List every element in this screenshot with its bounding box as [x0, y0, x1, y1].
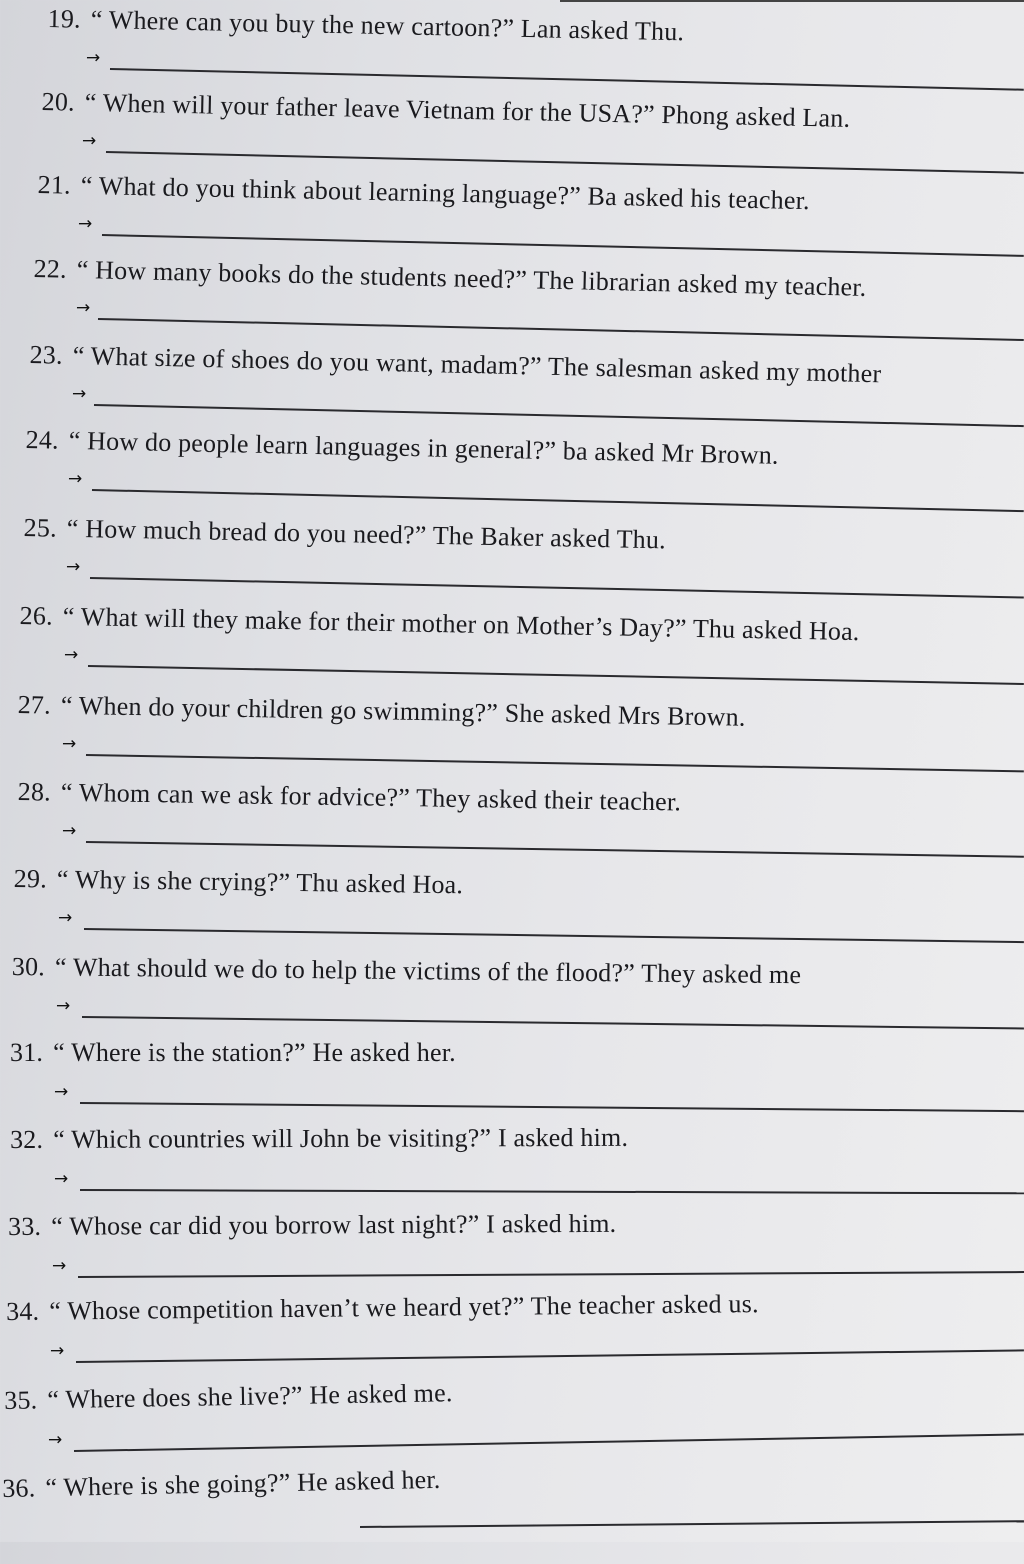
question-number: 29.: [13, 864, 48, 894]
question-sentence: “ Whom can we ask for advice?” They asked their teacher.: [60, 777, 682, 817]
answer-line[interactable]: [84, 928, 1024, 943]
question-number: 35.: [4, 1385, 38, 1415]
question-sentence: “ Whose car did you borrow last night?” I asked him.: [51, 1208, 617, 1241]
question-sentence: “ How do people learn languages in general?” ba asked Mr Brown.: [68, 425, 779, 470]
question-number: 20.: [41, 87, 76, 117]
question-item-24: [0, 425, 1024, 515]
question-text: [19, 601, 859, 647]
question-number: 32.: [10, 1124, 44, 1154]
question-item-34: [0, 1289, 1024, 1387]
arrow-icon: →: [58, 908, 73, 928]
arrow-icon: →: [52, 1256, 67, 1276]
question-sentence: “ What do you think about learning language?” Ba asked his teacher.: [80, 170, 811, 216]
question-text: [33, 254, 866, 303]
question-sentence: “ When do your children go swimming?” She asked Mrs Brown.: [60, 690, 746, 732]
question-item-36: [0, 1464, 1024, 1564]
question-text: [17, 690, 745, 733]
answer-line[interactable]: [94, 404, 1024, 427]
question-text: [41, 87, 850, 134]
question-number: 23.: [29, 340, 64, 370]
question-text: [14, 864, 464, 900]
answer-line[interactable]: [90, 577, 1024, 598]
arrow-icon: →: [76, 298, 91, 318]
question-number: 33.: [8, 1211, 42, 1241]
answer-line[interactable]: [78, 1271, 1024, 1277]
question-item-33: [0, 1208, 1024, 1302]
question-sentence: “ Where can you buy the new cartoon?” Lan asked Thu.: [90, 4, 685, 47]
question-item-22: [0, 254, 1024, 344]
question-text: [37, 170, 810, 216]
answer-line[interactable]: [80, 1102, 1024, 1112]
question-item-35: [0, 1378, 1024, 1476]
arrow-icon: →: [78, 214, 93, 234]
arrow-icon: →: [54, 1169, 69, 1189]
question-text: [10, 1123, 628, 1155]
question-item-20: [0, 87, 1024, 177]
question-sentence: “ How much bread do you need?” The Baker asked Thu.: [66, 513, 667, 555]
question-number: 34.: [6, 1296, 40, 1326]
question-sentence: “ Where is the station?” He asked her.: [53, 1038, 456, 1067]
answer-line[interactable]: [82, 1016, 1024, 1029]
arrow-icon: →: [48, 1430, 63, 1450]
arrow-icon: →: [62, 821, 77, 841]
question-sentence: “ Why is she crying?” Thu asked Hoa.: [56, 864, 464, 900]
question-number: 22.: [33, 254, 68, 284]
question-item-25: [0, 513, 1024, 603]
question-sentence: “ What will they make for their mother on Mother’s Day?” Thu asked Hoa.: [62, 601, 860, 647]
question-number: 25.: [23, 513, 58, 543]
arrow-icon: →: [64, 645, 79, 665]
question-item-32: [0, 1122, 1024, 1215]
question-text: [25, 425, 779, 471]
question-sentence: “ How many books do the students need?” The librarian asked my teacher.: [76, 254, 867, 302]
question-item-27: [0, 690, 1024, 780]
answer-line[interactable]: [92, 489, 1024, 512]
question-item-19: [0, 4, 1024, 94]
question-text: [18, 777, 682, 817]
question-number: 19.: [47, 4, 82, 34]
question-text: [8, 1209, 616, 1242]
question-sentence: “ Where does she live?” He asked me.: [47, 1378, 453, 1415]
question-number: 36.: [2, 1473, 36, 1503]
question-item-21: [0, 170, 1024, 260]
question-sentence: “ What size of shoes do you want, madam?” The salesman asked my mother: [72, 340, 882, 389]
question-number: 30.: [11, 952, 46, 982]
question-number: 28.: [17, 777, 52, 807]
arrow-icon: →: [62, 734, 77, 754]
arrow-icon: →: [82, 131, 97, 151]
arrow-icon: →: [50, 1341, 65, 1361]
question-text: [10, 1038, 456, 1068]
question-number: 31.: [10, 1038, 44, 1067]
answer-line[interactable]: [74, 1433, 1024, 1451]
question-sentence: “ When will your father leave Vietnam for the USA?” Phong asked Lan.: [84, 87, 851, 133]
question-text: [4, 1378, 453, 1416]
question-text: [29, 340, 881, 389]
answer-line[interactable]: [88, 665, 1024, 684]
arrow-icon: →: [68, 469, 83, 489]
question-sentence: “ Which countries will John be visiting?” I asked him.: [53, 1122, 629, 1154]
answer-line[interactable]: [80, 1189, 1024, 1194]
question-number: 27.: [17, 690, 52, 720]
question-text: [47, 4, 684, 47]
arrow-icon: →: [56, 996, 71, 1016]
arrow-icon: →: [86, 48, 101, 68]
question-number: 24.: [25, 425, 60, 455]
question-item-29: [0, 864, 1024, 954]
question-text: [23, 513, 666, 555]
answer-line[interactable]: [86, 754, 1024, 772]
answer-line[interactable]: [76, 1349, 1024, 1362]
question-item-23: [0, 340, 1024, 430]
question-sentence: “ Whose competition haven’t we heard yet?” The teacher asked us.: [49, 1289, 759, 1326]
question-item-26: [0, 601, 1024, 691]
arrow-icon: →: [66, 557, 81, 577]
answer-line[interactable]: [86, 841, 1024, 857]
arrow-icon: →: [54, 1082, 69, 1102]
question-item-31: [0, 1038, 1024, 1128]
question-item-28: [0, 777, 1024, 867]
question-text: [12, 952, 802, 990]
answer-line[interactable]: [98, 318, 1024, 341]
arrow-icon: →: [72, 384, 87, 404]
question-number: 26.: [19, 601, 54, 631]
top-divider: [560, 0, 1024, 2]
question-item-30: [0, 952, 1024, 1042]
question-sentence: “ What should we do to help the victims of the flood?” They asked me: [54, 952, 802, 990]
question-sentence: “ Where is she going?” He asked her.: [45, 1464, 441, 1503]
answer-line[interactable]: [360, 1520, 1024, 1527]
question-number: 21.: [37, 170, 72, 200]
